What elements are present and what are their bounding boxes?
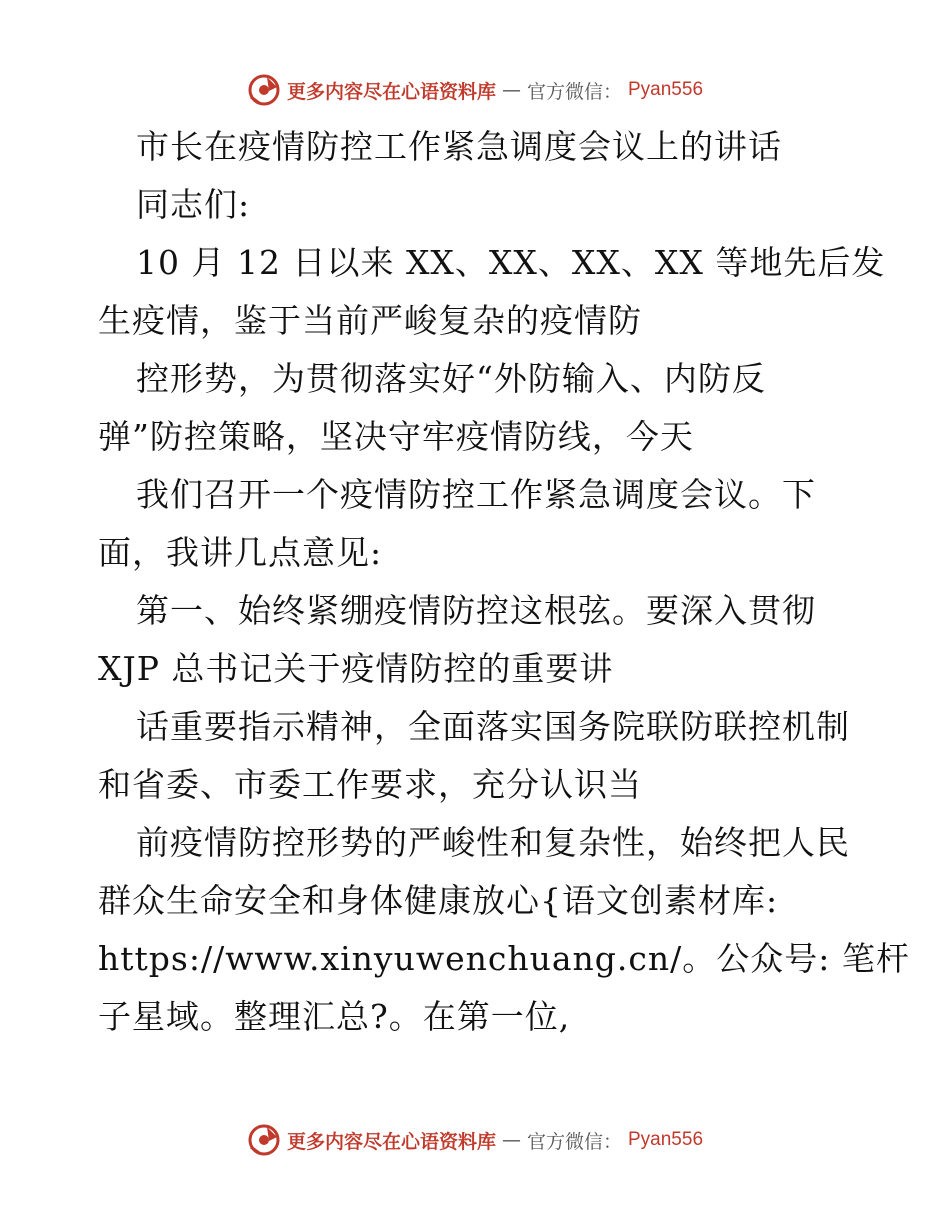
header-banner [0,68,950,112]
text-line: 面，我讲几点意见: [98,533,383,572]
text-line: 控形势，为贯彻落实好“外防输入、内防反 [136,359,766,398]
banner-dash: — [501,1129,521,1151]
text-line: 第一、始终紧绷疫情防控这根弦。要深入贯彻 [136,591,816,630]
brand-logo-icon [247,1123,281,1157]
banner-wechat-id: Pyan556 [628,79,704,100]
text-line: https://www.xinyuwenchuang.cn/。公众号: 笔杆 [98,939,910,978]
text-line: 前疫情防控形势的严峻性和复杂性，始终把人民 [136,823,850,862]
text-line: 我们召开一个疫情防控工作紧急调度会议。下 [136,475,816,514]
brand-logo-icon [247,73,281,107]
text-line: 子星域。整理汇总?。在第一位, [98,997,571,1036]
text-line: 生疫情，鉴于当前严峻复杂的疫情防 [98,301,642,340]
text-line: 同志们: [136,185,251,224]
footer-banner [0,1118,950,1162]
text-line: 话重要指示精神，全面落实国务院联防联控机制 [136,707,850,746]
text-line: 和省委、市委工作要求，充分认识当 [98,765,642,804]
text-line: 弹”防控策略，坚决守牢疫情防线，今天 [98,417,694,456]
banner-wechat-label: 官方微信： [526,80,622,103]
text-line: 群众生命安全和身体健康放心{语文创素材库: [98,881,779,920]
text-line: 10 月 12 日以来 XX、XX、XX、XX 等地先后发 [136,243,886,282]
banner-wechat-label: 官方微信： [526,1130,622,1153]
document-body [98,118,910,1046]
document-title: 市长在疫情防控工作紧急调度会议上的讲话 [136,127,782,166]
banner-slogan: 更多内容尽在心语资料库 [286,1130,496,1153]
banner-slogan: 更多内容尽在心语资料库 [286,80,496,103]
banner-dash: — [501,79,521,101]
text-line: XJP 总书记关于疫情防控的重要讲 [98,649,614,688]
banner-wechat-id: Pyan556 [628,1129,704,1150]
